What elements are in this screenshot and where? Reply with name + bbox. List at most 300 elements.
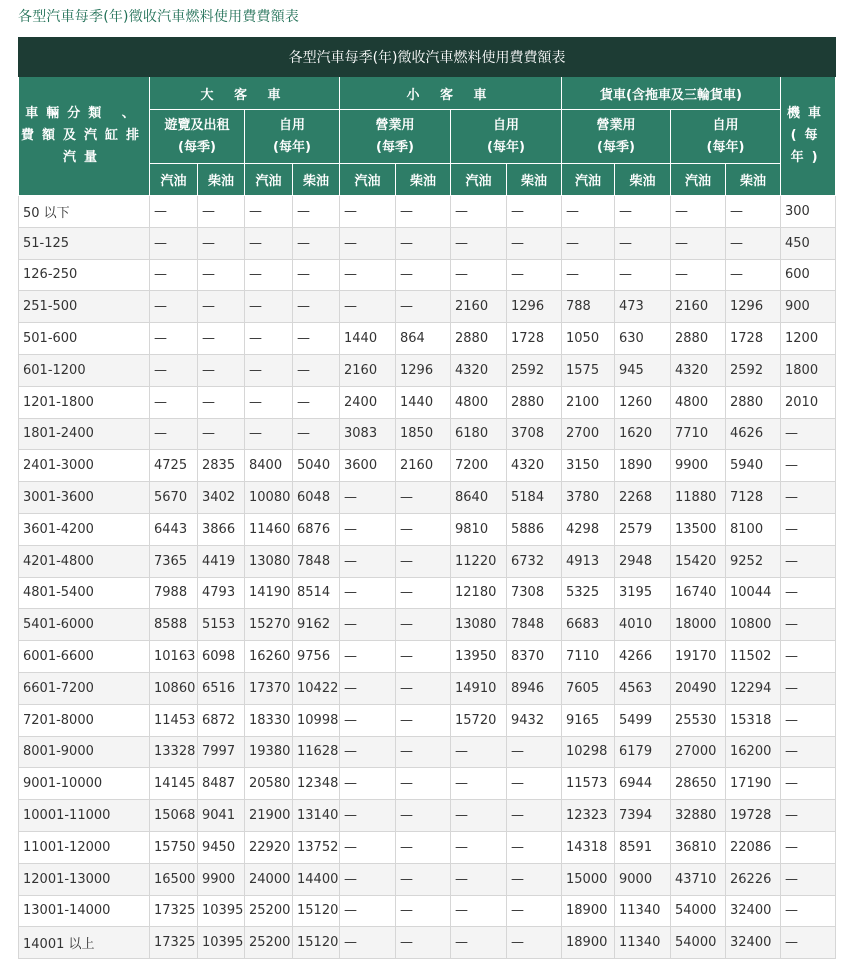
fee-cell: 8591 (615, 831, 671, 863)
fee-cell: — (781, 545, 836, 577)
fee-cell: — (340, 831, 396, 863)
fee-cell: 15000 (562, 863, 615, 895)
fee-cell: 12180 (451, 577, 507, 609)
fee-cell: — (293, 386, 340, 418)
fee-cell: 864 (396, 323, 451, 355)
fee-cell: 11340 (615, 927, 671, 959)
fee-cell: 4320 (671, 354, 726, 386)
subgroup-header (451, 110, 562, 164)
fee-cell: 2592 (507, 354, 562, 386)
fee-cell: 19728 (726, 800, 781, 832)
subgroup-label: 營業用 (596, 117, 636, 133)
fee-cell: — (293, 259, 340, 291)
fee-cell: 10998 (293, 704, 340, 736)
fee-cell: — (507, 800, 562, 832)
fee-cell: 9900 (671, 450, 726, 482)
fee-cell: — (245, 227, 293, 259)
fee-cell: — (396, 768, 451, 800)
fee-cell: 16260 (245, 641, 293, 673)
table-row (19, 450, 836, 482)
fee-cell: — (726, 196, 781, 228)
fee-cell: — (396, 641, 451, 673)
subgroup-period: (每季) (178, 139, 216, 155)
subgroup-period: (每年) (706, 139, 745, 155)
displacement-cell: 6601-7200 (19, 672, 150, 704)
subgroup-period: (每季) (597, 139, 635, 155)
fee-cell: — (781, 831, 836, 863)
subgroup-label: 遊覽及出租 (164, 117, 230, 133)
fee-cell: 1728 (726, 323, 781, 355)
fee-cell: — (671, 196, 726, 228)
fee-cell: — (198, 227, 245, 259)
fee-cell: — (781, 736, 836, 768)
subgroup-period: (每年) (487, 139, 525, 155)
fee-cell: — (451, 927, 507, 959)
fee-cell: — (781, 609, 836, 641)
fee-cell: 2400 (340, 386, 396, 418)
displacement-cell: 1801-2400 (19, 418, 150, 450)
fuel-header: 汽油 (150, 164, 198, 196)
fee-cell: — (340, 545, 396, 577)
fuel-header: 柴油 (293, 164, 340, 196)
fee-cell: 13328 (150, 736, 198, 768)
fee-cell: — (340, 704, 396, 736)
fee-cell: 2700 (562, 418, 615, 450)
fee-cell: 11340 (615, 895, 671, 927)
fee-cell: 3866 (198, 513, 245, 545)
displacement-cell: 4801-5400 (19, 577, 150, 609)
fee-cell: 10860 (150, 672, 198, 704)
fee-cell: 4010 (615, 609, 671, 641)
group-car: 小 客 車 (340, 77, 562, 110)
fee-cell: 3708 (507, 418, 562, 450)
displacement-cell: 5401-6000 (19, 609, 150, 641)
fuel-header: 汽油 (340, 164, 396, 196)
fee-cell: 13080 (451, 609, 507, 641)
fee-cell: 17325 (150, 927, 198, 959)
fee-cell: 25530 (671, 704, 726, 736)
fee-cell: 15318 (726, 704, 781, 736)
table-row (19, 768, 836, 800)
fee-cell: 3150 (562, 450, 615, 482)
fee-cell: — (451, 831, 507, 863)
fee-cell: 11628 (293, 736, 340, 768)
table-row (19, 895, 836, 927)
fee-cell: — (396, 577, 451, 609)
table-row (19, 323, 836, 355)
fee-cell: — (507, 196, 562, 228)
fee-cell: 7988 (150, 577, 198, 609)
fee-cell: 15270 (245, 609, 293, 641)
fee-cell: 6944 (615, 768, 671, 800)
fee-cell: 16500 (150, 863, 198, 895)
fee-cell: 10298 (562, 736, 615, 768)
fee-cell: — (150, 227, 198, 259)
fee-cell: 32400 (726, 895, 781, 927)
subgroup-label: 自用 (712, 117, 739, 133)
fee-cell: 9000 (615, 863, 671, 895)
fee-cell: — (507, 863, 562, 895)
fee-cell: 1296 (507, 291, 562, 323)
fee-cell: — (150, 323, 198, 355)
fee-cell: — (396, 482, 451, 514)
fee-cell: 27000 (671, 736, 726, 768)
fee-cell: 9165 (562, 704, 615, 736)
fee-cell: 5940 (726, 450, 781, 482)
fee-cell: 2880 (451, 323, 507, 355)
fee-cell: 10395 (198, 927, 245, 959)
fee-cell: 15420 (671, 545, 726, 577)
fee-cell: 12323 (562, 800, 615, 832)
displacement-cell: 12001-13000 (19, 863, 150, 895)
fee-cell: — (451, 800, 507, 832)
fee-cell: 6516 (198, 672, 245, 704)
fee-cell: — (615, 227, 671, 259)
fee-cell: 8514 (293, 577, 340, 609)
fee-cell: 11502 (726, 641, 781, 673)
subgroup-label: 自用 (492, 117, 519, 133)
fee-cell: 4320 (451, 354, 507, 386)
fee-cell: 11460 (245, 513, 293, 545)
fee-cell: — (781, 482, 836, 514)
subgroup-header (671, 110, 781, 164)
fee-cell: 7308 (507, 577, 562, 609)
table-row (19, 609, 836, 641)
fee-cell: 13140 (293, 800, 340, 832)
fee-cell: 3195 (615, 577, 671, 609)
fee-cell: 25200 (245, 895, 293, 927)
fee-cell: 2100 (562, 386, 615, 418)
fee-cell: — (451, 259, 507, 291)
fee-cell: — (451, 863, 507, 895)
motorcycle-header-line1: 機車 (787, 106, 830, 121)
fee-cell: — (781, 768, 836, 800)
fee-cell: — (245, 418, 293, 450)
page-title: 各型汽車每季(年)徵收汽車燃料使用費費額表 (18, 9, 300, 25)
fee-cell: — (198, 354, 245, 386)
fee-cell: 2160 (671, 291, 726, 323)
fee-cell: 2880 (671, 323, 726, 355)
fee-cell: 2010 (781, 386, 836, 418)
fee-cell: — (781, 863, 836, 895)
table-row (19, 800, 836, 832)
fee-cell: 10080 (245, 482, 293, 514)
fee-cell: 1890 (615, 450, 671, 482)
fee-cell: — (150, 259, 198, 291)
fee-cell: — (396, 545, 451, 577)
fee-cell: 7710 (671, 418, 726, 450)
fee-cell: 11220 (451, 545, 507, 577)
fee-cell: 2268 (615, 482, 671, 514)
fee-cell: 18000 (671, 609, 726, 641)
fee-cell: 13752 (293, 831, 340, 863)
fee-cell: 7997 (198, 736, 245, 768)
fee-cell: 8588 (150, 609, 198, 641)
fee-cell: — (507, 831, 562, 863)
group-truck: 貨車(含拖車及三輪貨車) (562, 77, 781, 110)
fee-cell: — (150, 354, 198, 386)
fee-cell: 21900 (245, 800, 293, 832)
fee-cell: 18900 (562, 895, 615, 927)
fee-cell: 7848 (293, 545, 340, 577)
fee-cell: — (781, 577, 836, 609)
fee-cell: 5153 (198, 609, 245, 641)
fee-cell: 2880 (507, 386, 562, 418)
fee-cell: — (340, 863, 396, 895)
fee-cell: 4800 (451, 386, 507, 418)
fee-cell: 5670 (150, 482, 198, 514)
table-row (19, 418, 836, 450)
fee-cell: — (340, 196, 396, 228)
table-row (19, 863, 836, 895)
fee-cell: 3402 (198, 482, 245, 514)
fee-cell: 473 (615, 291, 671, 323)
fee-cell: 2160 (451, 291, 507, 323)
table-row (19, 672, 836, 704)
fee-cell: — (671, 227, 726, 259)
fee-cell: 14145 (150, 768, 198, 800)
fee-cell: — (781, 418, 836, 450)
displacement-cell: 601-1200 (19, 354, 150, 386)
fee-cell: 1440 (396, 386, 451, 418)
fee-cell: — (340, 927, 396, 959)
fuel-header: 柴油 (507, 164, 562, 196)
fee-cell: — (507, 927, 562, 959)
displacement-cell: 9001-10000 (19, 768, 150, 800)
fee-cell: 12348 (293, 768, 340, 800)
fee-cell: — (396, 895, 451, 927)
fee-cell: — (340, 736, 396, 768)
fee-cell: — (396, 609, 451, 641)
fee-cell: 7605 (562, 672, 615, 704)
table-row (19, 577, 836, 609)
fee-cell: 13080 (245, 545, 293, 577)
motorcycle-header (781, 77, 836, 196)
fee-cell: 10800 (726, 609, 781, 641)
fee-cell: — (562, 196, 615, 228)
fee-cell: 7128 (726, 482, 781, 514)
fee-cell: 4298 (562, 513, 615, 545)
subgroup-label: 營業用 (375, 117, 415, 133)
fee-cell: 8400 (245, 450, 293, 482)
fee-cell: 6048 (293, 482, 340, 514)
displacement-cell: 51-125 (19, 227, 150, 259)
fee-cell: 4419 (198, 545, 245, 577)
fee-cell: — (726, 227, 781, 259)
fee-cell: 9162 (293, 609, 340, 641)
fee-cell: — (245, 259, 293, 291)
fee-cell: — (198, 323, 245, 355)
fee-cell: — (293, 323, 340, 355)
fee-cell: 16200 (726, 736, 781, 768)
fee-cell: 2948 (615, 545, 671, 577)
fee-cell: 25200 (245, 927, 293, 959)
fee-cell: 9756 (293, 641, 340, 673)
fee-cell: 17370 (245, 672, 293, 704)
subgroup-period: (每季) (376, 139, 414, 155)
fee-cell: — (562, 259, 615, 291)
fee-cell: — (340, 768, 396, 800)
fee-cell: 10163 (150, 641, 198, 673)
fee-cell: 4563 (615, 672, 671, 704)
fee-cell: — (245, 196, 293, 228)
table-row (19, 196, 836, 228)
displacement-cell: 3601-4200 (19, 513, 150, 545)
fuel-header: 汽油 (245, 164, 293, 196)
fee-cell: — (198, 291, 245, 323)
fee-cell: — (781, 513, 836, 545)
fee-cell: 5325 (562, 577, 615, 609)
fee-cell: 2835 (198, 450, 245, 482)
fee-cell: 43710 (671, 863, 726, 895)
displacement-cell: 126-250 (19, 259, 150, 291)
fee-cell: 24000 (245, 863, 293, 895)
fee-cell: — (293, 196, 340, 228)
fee-cell: 450 (781, 227, 836, 259)
fee-cell: 7200 (451, 450, 507, 482)
fee-cell: 8640 (451, 482, 507, 514)
fee-cell: — (451, 736, 507, 768)
fee-cell: 2579 (615, 513, 671, 545)
fee-cell: 11573 (562, 768, 615, 800)
fee-cell: 6876 (293, 513, 340, 545)
fee-cell: 6180 (451, 418, 507, 450)
fee-cell: 7848 (507, 609, 562, 641)
fee-cell: 9252 (726, 545, 781, 577)
table-row (19, 291, 836, 323)
fee-cell: 10395 (198, 895, 245, 927)
row-header-line1: 車輛分類 、 (25, 106, 143, 121)
fee-cell: — (245, 323, 293, 355)
displacement-cell: 10001-11000 (19, 800, 150, 832)
fee-cell: 4793 (198, 577, 245, 609)
fee-cell: — (150, 196, 198, 228)
displacement-cell: 4201-4800 (19, 545, 150, 577)
fee-cell: — (340, 672, 396, 704)
fee-cell: 22920 (245, 831, 293, 863)
fee-cell: — (245, 386, 293, 418)
fee-cell: 6443 (150, 513, 198, 545)
fee-cell: 14910 (451, 672, 507, 704)
fee-cell: — (726, 259, 781, 291)
displacement-cell: 8001-9000 (19, 736, 150, 768)
fee-cell: — (293, 291, 340, 323)
fee-cell: — (451, 895, 507, 927)
fee-cell: 19170 (671, 641, 726, 673)
fee-cell: — (198, 196, 245, 228)
subgroup-header (340, 110, 451, 164)
fee-cell: — (781, 800, 836, 832)
fee-cell: — (507, 736, 562, 768)
fee-cell: 8370 (507, 641, 562, 673)
fee-cell: 1620 (615, 418, 671, 450)
fee-cell: — (781, 704, 836, 736)
displacement-cell: 2401-3000 (19, 450, 150, 482)
fee-cell: — (781, 672, 836, 704)
fee-cell: 7365 (150, 545, 198, 577)
fee-cell: 17190 (726, 768, 781, 800)
fuel-header: 柴油 (198, 164, 245, 196)
fee-cell: 9041 (198, 800, 245, 832)
fee-cell: — (507, 227, 562, 259)
table-row (19, 831, 836, 863)
table-row (19, 641, 836, 673)
fee-cell: — (451, 196, 507, 228)
fee-cell: 15120 (293, 927, 340, 959)
fee-cell: — (340, 609, 396, 641)
fee-cell: — (150, 418, 198, 450)
fee-cell: — (396, 831, 451, 863)
table-row (19, 354, 836, 386)
fee-cell: 26226 (726, 863, 781, 895)
fee-cell: 32880 (671, 800, 726, 832)
fee-cell: — (340, 513, 396, 545)
fee-cell: 4725 (150, 450, 198, 482)
fee-cell: 5184 (507, 482, 562, 514)
fuel-header: 柴油 (726, 164, 781, 196)
fee-cell: — (340, 577, 396, 609)
fee-cell: — (340, 291, 396, 323)
fee-cell: 32400 (726, 927, 781, 959)
displacement-cell: 50 以下 (19, 196, 150, 228)
fee-cell: 9450 (198, 831, 245, 863)
fee-cell: — (396, 513, 451, 545)
fee-cell: 36810 (671, 831, 726, 863)
fee-cell: 5886 (507, 513, 562, 545)
fee-cell: — (340, 641, 396, 673)
fuel-header: 汽油 (671, 164, 726, 196)
fee-cell: 4266 (615, 641, 671, 673)
fee-cell: 6732 (507, 545, 562, 577)
fee-cell: 18330 (245, 704, 293, 736)
fee-cell: 1850 (396, 418, 451, 450)
displacement-cell: 1201-1800 (19, 386, 150, 418)
displacement-cell: 501-600 (19, 323, 150, 355)
fee-cell: — (245, 354, 293, 386)
fee-cell: 14190 (245, 577, 293, 609)
table-row (19, 704, 836, 736)
displacement-cell: 11001-12000 (19, 831, 150, 863)
fee-cell: — (451, 768, 507, 800)
fuel-header: 汽油 (451, 164, 507, 196)
fee-cell: 20490 (671, 672, 726, 704)
fee-cell: 13500 (671, 513, 726, 545)
fee-cell: — (507, 768, 562, 800)
fuel-header: 柴油 (615, 164, 671, 196)
fee-cell: 11880 (671, 482, 726, 514)
table-row (19, 927, 836, 959)
subgroup-period: (每年) (273, 139, 311, 155)
fee-cell: 788 (562, 291, 615, 323)
fee-cell: — (507, 259, 562, 291)
fee-cell: — (781, 450, 836, 482)
table-row (19, 545, 836, 577)
subgroup-label: 自用 (278, 117, 305, 133)
fee-cell: 4800 (671, 386, 726, 418)
fee-cell: — (396, 704, 451, 736)
fuel-fee-table (18, 37, 836, 959)
fee-cell: — (396, 291, 451, 323)
subgroup-header (150, 110, 245, 164)
fee-cell: — (198, 418, 245, 450)
fee-cell: 7110 (562, 641, 615, 673)
fee-cell: 1296 (396, 354, 451, 386)
fee-cell: 5499 (615, 704, 671, 736)
fee-cell: 3780 (562, 482, 615, 514)
fee-cell: — (615, 259, 671, 291)
fee-cell: — (781, 927, 836, 959)
fee-cell: 2880 (726, 386, 781, 418)
